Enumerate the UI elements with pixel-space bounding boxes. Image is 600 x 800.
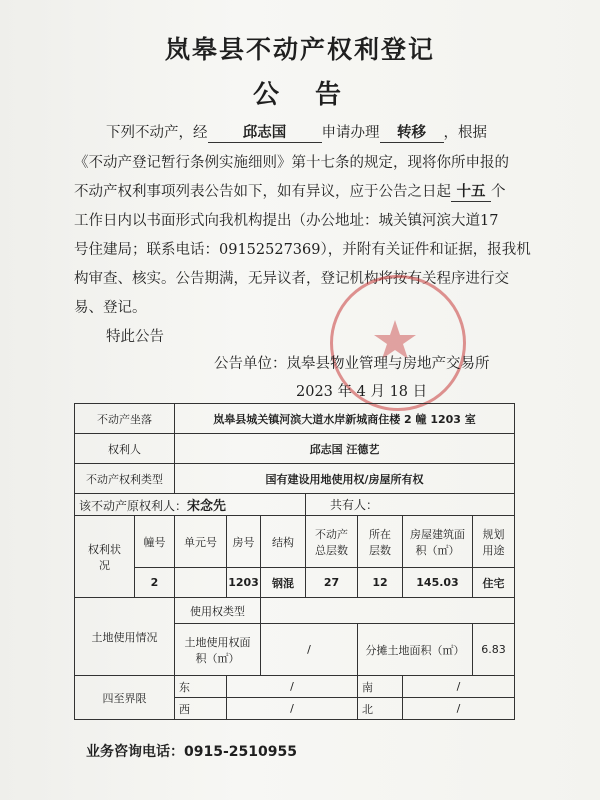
body-text: 个 [491, 184, 506, 200]
col-use: 规划用途 [473, 516, 515, 568]
body-text: 不动产权利事项列表公告如下，如有异议，应于公告之日起 [74, 184, 451, 200]
original-holder-label: 该不动产原权利人： [79, 499, 188, 513]
west-label: 西 [175, 698, 227, 720]
shared-area-value: 6.83 [473, 624, 515, 676]
location-label: 不动产坐落 [75, 404, 175, 434]
body-text: ，根据 [443, 125, 487, 141]
body-line-5: 号住建局；联系电话：09152527369），并附有关证件和证据，报我机 [74, 242, 531, 258]
col-room: 房号 [227, 516, 261, 568]
status-label: 权利状况 [75, 516, 135, 598]
structure-value: 钢混 [261, 568, 306, 598]
south-label: 南 [358, 676, 403, 698]
total-floors-value: 27 [306, 568, 358, 598]
land-area-value: / [261, 624, 358, 676]
col-structure: 结构 [261, 516, 306, 568]
floor-value: 12 [358, 568, 403, 598]
boundary-label: 四至界限 [75, 676, 175, 720]
body-line-2: 《不动产登记暂行条例实施细则》第十七条的规定，现将你所申报的 [74, 155, 509, 171]
business-type: 转移 [380, 121, 444, 143]
right-type-value: 国有建设用地使用权/房屋所有权 [175, 464, 515, 494]
co-owner-label: 共有人： [306, 494, 515, 516]
col-total-floors: 不动产总层数 [306, 516, 358, 568]
notice-title: 岚皋县不动产权利登记 [164, 35, 435, 64]
col-unit: 单元号 [175, 516, 227, 568]
issuer-line [214, 352, 490, 373]
building-value: 2 [135, 568, 175, 598]
body-line-3 [74, 180, 506, 202]
col-building: 幢号 [135, 516, 175, 568]
east-label: 东 [175, 676, 227, 698]
body-line-4: 工作日内以书面形式向我机构提出（办公地址：城关镇河滨大道17 [74, 213, 499, 229]
holder-value: 邱志国 汪德艺 [175, 434, 515, 464]
east-value: / [227, 676, 358, 698]
body-text: 下列不动产，经 [106, 125, 208, 141]
original-holder-value: 宋念先 [187, 499, 227, 514]
issuer-name: 岚皋县物业管理与房地产交易所 [286, 356, 490, 372]
original-holder-cell [75, 494, 306, 516]
body-line-1 [106, 121, 487, 143]
land-use-type-label: 使用权类型 [175, 598, 261, 624]
west-value: / [227, 698, 358, 720]
north-label: 北 [358, 698, 403, 720]
col-floor: 所在层数 [358, 516, 403, 568]
holder-label: 权利人 [75, 434, 175, 464]
location-value: 岚皋县城关镇河滨大道水岸新城商住楼 2 幢 1203 室 [175, 404, 515, 434]
applicant-name: 邱志国 [208, 121, 322, 143]
notice-date: 2023 年 4 月 18 日 [296, 384, 428, 400]
area-value: 145.03 [403, 568, 473, 598]
land-label: 土地使用情况 [75, 598, 175, 676]
closing-text: 特此公告 [106, 329, 164, 345]
notice-subtitle: 公告 [252, 80, 377, 110]
issuer-label: 公告单位： [214, 356, 287, 372]
unit-value [175, 568, 227, 598]
body-text: 申请办理 [321, 125, 380, 141]
shared-area-label: 分摊土地面积（㎡） [358, 624, 473, 676]
property-table [74, 403, 515, 720]
body-line-7: 易、登记。 [74, 300, 147, 316]
body-line-6: 构审查、核实。公告期满，无异议者，登记机构将按有关程序进行交 [74, 271, 509, 287]
right-type-label: 不动产权利类型 [75, 464, 175, 494]
land-use-type-value [261, 598, 515, 624]
use-value: 住宅 [473, 568, 515, 598]
south-value: / [403, 676, 515, 698]
room-value: 1203 [227, 568, 261, 598]
consult-phone: 业务咨询电话：0915-2510955 [86, 744, 297, 760]
land-area-label: 土地使用权面积（㎡） [175, 624, 261, 676]
objection-days: 十五 [451, 180, 491, 202]
col-area: 房屋建筑面积（㎡） [403, 516, 473, 568]
north-value: / [403, 698, 515, 720]
